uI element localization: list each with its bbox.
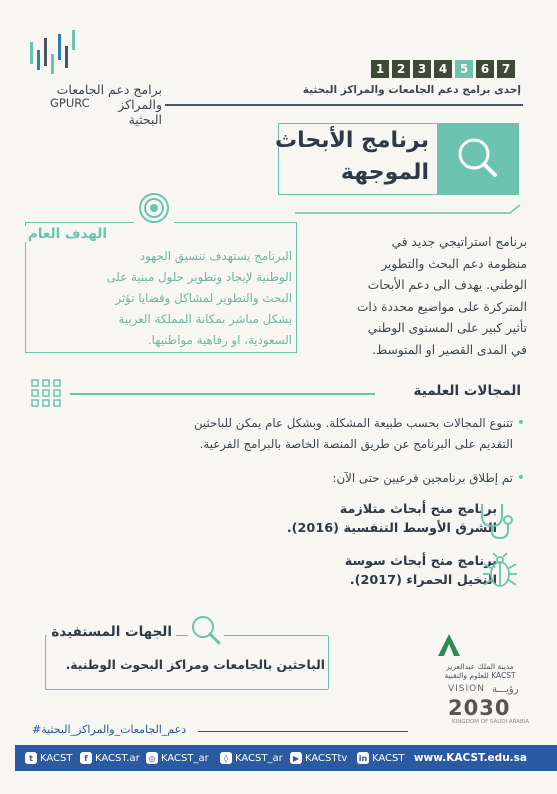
goal-line: بشكل مباشر بمكانة المملكة العربية	[118, 312, 292, 326]
facebook-icon: f	[80, 752, 92, 764]
website-link[interactable]: www.KACST.edu.sa	[413, 752, 527, 764]
fields-title: المجالات العلمية	[413, 383, 521, 399]
fields-bullet-2	[45, 468, 525, 489]
kacst-name	[430, 662, 530, 680]
beneficiaries-text: الباحثين بالجامعات ومراكز البحوث الوطنية.	[65, 658, 325, 672]
youtube-icon: ▶	[290, 752, 302, 764]
stethoscope-icon	[476, 500, 520, 540]
intro-line: الوطني. يهدف الى دعم الأبحاث	[367, 278, 527, 292]
intro-line: برنامج استراتيجي جديد في	[391, 235, 527, 249]
goal-title: الهدف العام	[24, 226, 111, 242]
social-twitter[interactable]	[25, 752, 73, 764]
goal-line: البرنامج يستهدف تنسيق الجهود	[139, 249, 292, 263]
fields-bullet-1-line1: تتنوع المجالات بحسب طبيعة المشكلة. وبشكل عام يمكن للباحثين	[193, 416, 513, 430]
program-2-line1: برنامج منح أبحاث سوسة	[344, 554, 497, 569]
grid-icon	[31, 379, 61, 407]
vision-label: VISION	[448, 684, 485, 694]
social-snapchat[interactable]	[220, 752, 283, 764]
step-5-active: 5	[455, 60, 473, 78]
social-facebook[interactable]	[80, 752, 140, 764]
goal-line: السعودية، او رفاهية مواطنيها.	[147, 333, 292, 347]
vision-arabic: رؤيـــة	[492, 684, 519, 695]
snapchat-icon: ◊	[220, 752, 232, 764]
logo-line2: والمراكز البحثية	[118, 97, 162, 127]
intro-line: في المدى القصير او المتوسط.	[372, 342, 527, 357]
step-2: 2	[392, 60, 410, 78]
social-label: KACSTtv	[305, 752, 348, 764]
beetle-icon	[480, 552, 520, 592]
bullet-dot: •	[516, 415, 525, 431]
kacst-name-line2: للعلوم والتقنية KACST	[444, 671, 516, 680]
connector-line	[295, 195, 525, 225]
logo-abbreviation: GPURC	[50, 96, 90, 110]
intro-text	[305, 232, 527, 361]
beneficiaries-title: الجهات المستفيدة	[47, 624, 176, 640]
gpurc-logo-icon	[28, 28, 80, 80]
social-label: KACST_ar	[235, 752, 283, 764]
social-label: KACST	[372, 752, 405, 764]
program-1-line1: برنامج منح أبحاث متلازمة	[339, 502, 497, 517]
header-subtitle: إحدى برامج دعم الجامعات والمراكز البحثية	[302, 84, 521, 96]
program-1-line2: الشرق الأوسط التنفسية (2016).	[286, 521, 497, 536]
hashtag[interactable]: #دعم_الجامعات_والمراكز_البحثية	[32, 723, 187, 736]
goal-line: الوطنية لإيجاد وتطوير حلول مبنية على	[106, 270, 292, 284]
intro-line: تأثير كبير على المستوى الوطني	[367, 321, 527, 335]
social-linkedin[interactable]	[357, 752, 405, 764]
instagram-icon: ◎	[146, 752, 158, 764]
step-1: 1	[371, 60, 389, 78]
goal-line: البحث والتطوير لمشاكل وقضايا تؤثر	[115, 291, 292, 305]
logo-line1: برامج دعم الجامعات	[56, 82, 162, 97]
vision-kingdom: KINGDOM OF SAUDI ARABIA	[452, 719, 530, 725]
intro-line: منظومة دعم البحث والتطوير	[381, 256, 527, 271]
social-label: KACST	[40, 752, 73, 764]
vision-year: 2030	[448, 696, 511, 720]
bullet-dot: •	[516, 470, 525, 486]
step-4: 4	[434, 60, 452, 78]
step-3: 3	[413, 60, 431, 78]
hashtag-divider	[198, 731, 408, 732]
program-title-line1: برنامج الأبحاث	[274, 128, 429, 153]
social-label: KACST.ar	[95, 752, 140, 764]
fields-divider	[70, 393, 375, 395]
title-icon-tile	[437, 123, 519, 195]
social-instagram[interactable]	[146, 752, 209, 764]
social-youtube[interactable]	[290, 752, 347, 764]
kacst-logo-icon	[436, 632, 462, 658]
fields-bullet-1	[45, 413, 525, 455]
target-icon	[134, 188, 174, 228]
program-2-line2: النخيل الحمراء (2017).	[349, 573, 497, 588]
magnifier-icon	[437, 123, 519, 195]
program-item-1	[237, 500, 497, 538]
step-7: 7	[497, 60, 515, 78]
goal-text	[34, 246, 292, 351]
program-title-line2: الموجهة	[340, 160, 429, 185]
linkedin-icon: in	[358, 753, 368, 763]
step-6: 6	[476, 60, 494, 78]
fields-bullet-1-line2: التقديم على البرنامج عن طريق المنصة الخاصة بالبرامج الفرعية.	[199, 437, 513, 451]
intro-line: المتركزة على مواضيع محددة ذات	[356, 299, 527, 314]
twitter-icon: t	[25, 752, 37, 764]
magnifier-icon	[188, 612, 224, 648]
fields-bullet-2-text: تم إطلاق برنامجين فرعيين حتى الآن:	[332, 471, 513, 485]
header-divider	[165, 104, 523, 106]
program-item-2	[237, 552, 497, 590]
social-label: KACST_ar	[161, 752, 209, 764]
kacst-name-line1: مدينة الملك عبدالعزيز	[446, 662, 514, 671]
